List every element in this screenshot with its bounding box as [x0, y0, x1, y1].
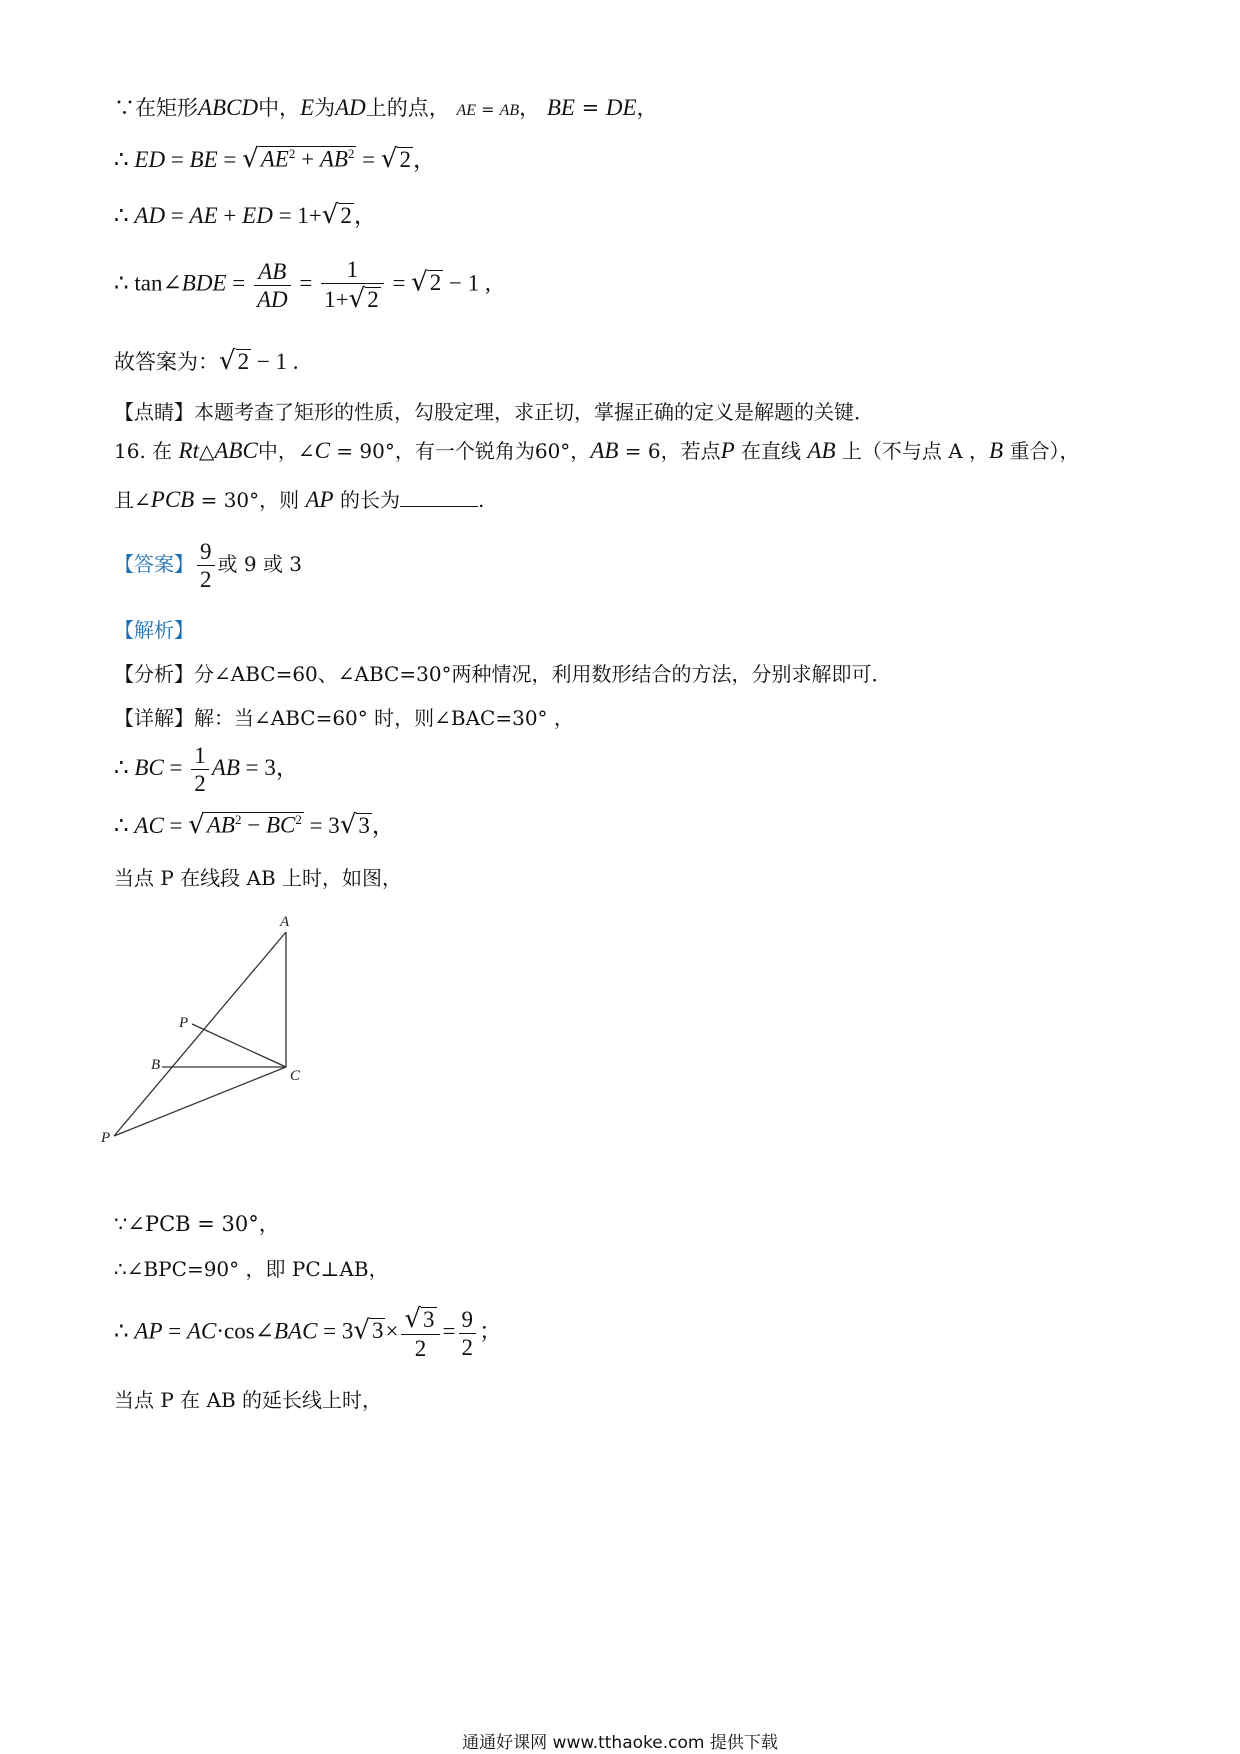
segment-AP-bottom [114, 932, 286, 1136]
line-given-rectangle: ∵在矩形ABCD中，E为AD上的点， AE = AB， BE = DE， [114, 95, 658, 120]
footer-source: 通通好课网 www.tthaoke.com 提供下载 [462, 1733, 778, 1753]
label-A: A [280, 914, 290, 930]
case2-text: 当点 P 在 AB 的延长线上时， [114, 1388, 383, 1412]
line-ad: ∴ AD = AE + ED = 1+√2， [114, 200, 377, 230]
line-tan-bde: ∴ tan∠BDE = $\frac{AB}{AD}$ = $\frac{1}{1+√2}$ = √2 − 1 , [114, 257, 491, 314]
label-C: C [290, 1068, 301, 1084]
xiangjie-paragraph: 【详解】解：当∠ABC=60° 时，则∠BAC=30° ， [114, 706, 574, 730]
line-ap: ∴ AP = AC·cos∠BAC = 3√3× $\frac{√3}{2}$ = $\frac{9}{2}$ ； [114, 1304, 503, 1361]
label-P-bottom: P [101, 1130, 111, 1146]
jiexi-tag: 【解析】 [114, 618, 194, 642]
segment-PC-bottom [114, 1067, 286, 1136]
dianjing-paragraph: 【点睛】本题考查了矩形的性质，勾股定理，求正切，掌握正确的定义是解题的关键． [114, 400, 874, 424]
line-bpc: ∴∠BPC=90° ，即 PC⊥AB， [114, 1257, 389, 1281]
question-16-line1: 16. 在 Rt△ABC中，∠C = 90°，有一个锐角为60°，AB = 6，若点P 在直线 AB 上（不与点 A ，B 重合）， [114, 438, 1080, 463]
question-16-line2: 且∠PCB = 30°，则 AP 的长为 . [114, 487, 485, 512]
line-bc: ∴ BC = $\frac{1}{2}$ AB = 3， [114, 743, 299, 796]
label-B: B [151, 1057, 161, 1073]
line-ed-be: ∴ ED = BE = $√AE^2 + AB^2 = √2$， [114, 144, 436, 174]
line-answer-conclusion: 故答案为：√2 − 1 . [114, 346, 299, 376]
answer-line: 【答案】 $\frac{9}{2}$ 或 9 或 3 [114, 539, 303, 592]
triangle-figure [100, 900, 320, 1200]
fenxi-paragraph: 【分析】分∠ABC=60、∠ABC=30°两种情况，利用数形结合的方法，分别求解即可． [114, 662, 892, 686]
line-ac: ∴ AC = $√AB^2 - BC^2 = 3√3$， [114, 810, 395, 840]
line-since-pcb: ∵∠PCB = 30°， [114, 1212, 280, 1236]
answer-blank [400, 488, 478, 507]
case1-text: 当点 P 在线段 AB 上时，如图， [114, 866, 403, 890]
label-P-top: P [179, 1015, 189, 1031]
segment-PC-top [192, 1024, 286, 1067]
